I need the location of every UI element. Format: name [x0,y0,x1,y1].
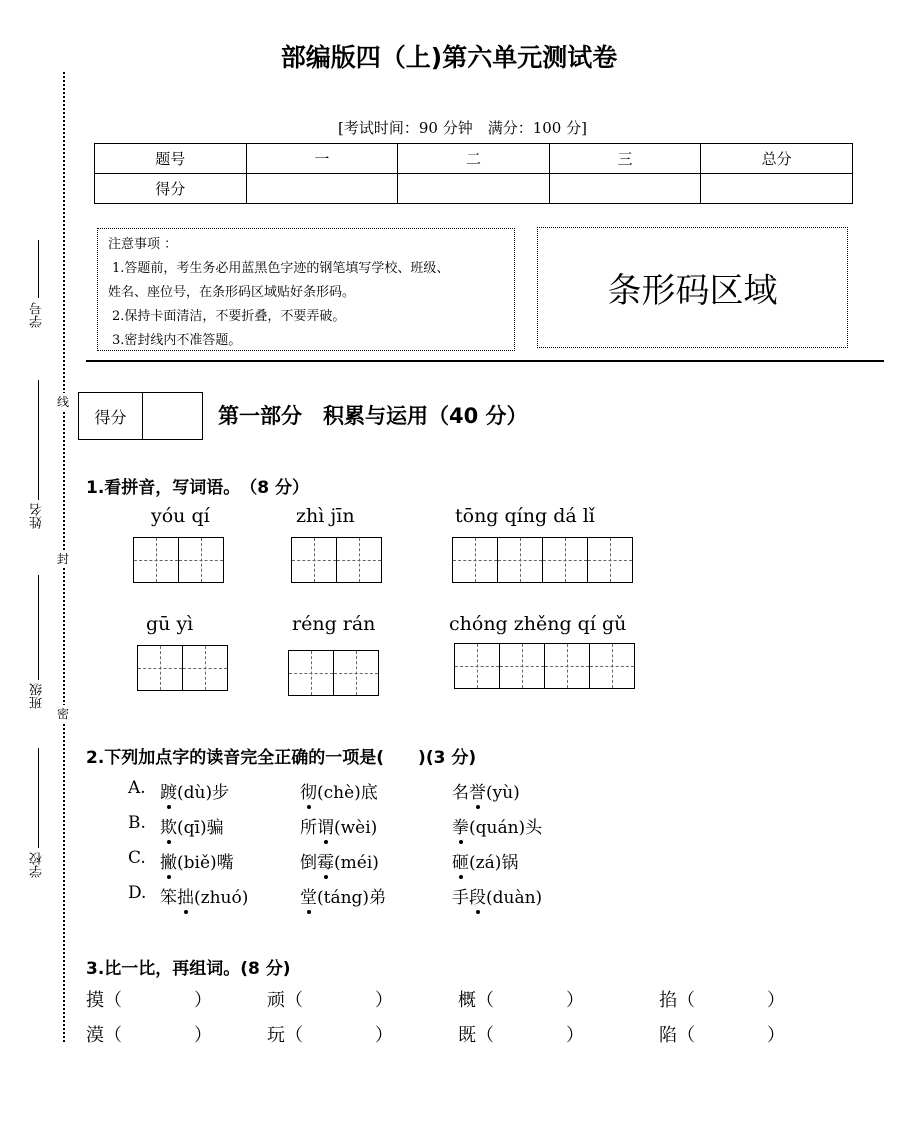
compare-word-field[interactable]: 漠（ ） [86,1025,212,1046]
option-item[interactable]: 笨拙(zhuó) [160,888,249,908]
compare-word-field[interactable]: 既（ ） [458,1025,584,1046]
score-cell[interactable] [246,174,398,204]
option-item[interactable]: 手段(duàn) [452,888,543,908]
compare-word-field[interactable]: 玩（ ） [267,1025,393,1046]
table-row [95,174,853,204]
grid-cell[interactable] [499,643,545,689]
writing-grid[interactable] [137,645,228,691]
side-label-school: 学校 [30,852,45,878]
grid-cell[interactable] [589,643,635,689]
option-letter: A. [128,778,146,798]
writing-grid[interactable] [133,537,224,583]
grid-cell[interactable] [542,537,588,583]
id-line [38,240,39,298]
class-line [38,575,39,680]
option-item[interactable]: 所谓(wèi) [300,818,378,838]
table-row [95,144,853,174]
grid-cell[interactable] [137,645,183,691]
grid-cell[interactable] [587,537,633,583]
pinyin-label: yóu qí [151,505,210,527]
seal-char: 封 [57,552,70,566]
option-item[interactable]: 拳(quán)头 [452,818,543,838]
score-cell[interactable] [398,174,550,204]
grid-cell[interactable] [178,537,224,583]
option-item[interactable]: 踱(dù)步 [160,783,230,803]
grid-cell[interactable] [497,537,543,583]
option-item[interactable]: 堂(táng)弟 [300,888,387,908]
option-letter: C. [128,848,146,868]
exam-info: [考试时间：90 分钟 满分：100 分] [338,119,587,137]
score-table [94,143,853,204]
compare-word-field[interactable]: 摸（ ） [86,990,212,1011]
grid-cell[interactable] [452,537,498,583]
pinyin-label: gū yì [146,613,194,635]
part1-title: 第一部分 积累与运用（40 分） [218,404,528,428]
writing-grid[interactable] [291,537,382,583]
writing-grid[interactable] [452,537,633,583]
question-3-title: 3.比一比，再组词。(8 分) [86,959,291,979]
notice-item: 3.密封线内不准答题。 [112,333,242,348]
option-item[interactable]: 欺(qī)骗 [160,818,224,838]
compare-word-field[interactable]: 概（ ） [458,990,584,1011]
option-letter: B. [128,813,146,833]
table-header-cell: 一 [246,144,398,174]
compare-word-field[interactable]: 掐（ ） [659,990,785,1011]
score-cell[interactable] [549,174,701,204]
option-item[interactable]: 倒霉(méi) [300,853,379,873]
side-label-name: 姓名 [30,503,45,529]
question-2-title: 2.下列加点字的读音完全正确的一项是( )(3 分) [86,748,477,768]
name-line [38,380,39,500]
option-item[interactable]: 砸(zá)锅 [452,853,519,873]
option-item[interactable]: 名誉(yù) [452,783,520,803]
pinyin-label: chóng zhěng qí gǔ [449,613,627,635]
side-label-id: 学号 [30,302,45,328]
notice-item: 姓名、座位号，在条形码区域贴好条形码。 [108,285,356,300]
grid-cell[interactable] [544,643,590,689]
school-line [38,748,39,848]
table-row-label: 得分 [95,174,247,204]
grid-cell[interactable] [333,650,379,696]
header-divider [86,360,884,362]
seal-char: 密 [57,707,70,721]
table-header-cell: 二 [398,144,550,174]
pinyin-label: réng rán [292,613,376,635]
table-header-cell: 三 [549,144,701,174]
score-box-input[interactable] [143,393,202,439]
compare-word-field[interactable]: 陷（ ） [659,1025,785,1046]
notice-heading: 注意事项 ： [108,237,178,252]
pinyin-label: tōng qíng dá lǐ [455,505,595,527]
score-box-label: 得分 [79,393,143,439]
writing-grid[interactable] [454,643,635,689]
grid-cell[interactable] [454,643,500,689]
grid-cell[interactable] [182,645,228,691]
option-letter: D. [128,883,147,903]
grid-cell[interactable] [336,537,382,583]
notice-box [97,228,515,351]
score-cell[interactable] [701,174,853,204]
notice-item: 1.答题前，考生务必用蓝黑色字迹的钢笔填写学校、班级、 [112,261,450,276]
table-header-cell: 题号 [95,144,247,174]
table-header-cell: 总分 [701,144,853,174]
option-item[interactable]: 撇(biě)嘴 [160,853,234,873]
side-label-class: 班级 [30,683,45,709]
barcode-area [537,227,848,348]
writing-grid[interactable] [288,650,379,696]
grid-cell[interactable] [133,537,179,583]
barcode-label: 条形码区域 [607,271,778,311]
question-1-title: 1.看拼音，写词语。 （8 分） [86,478,310,498]
part-score-box [78,392,203,440]
option-item[interactable]: 彻(chè)底 [300,783,378,803]
seal-char: 线 [57,395,70,409]
grid-cell[interactable] [288,650,334,696]
pinyin-label: zhì jīn [296,505,355,527]
page-title: 部编版四（上)第六单元测试卷 [280,43,618,72]
grid-cell[interactable] [291,537,337,583]
notice-item: 2.保持卡面清洁，不要折叠，不要弄破。 [112,309,346,324]
compare-word-field[interactable]: 顽（ ） [267,990,393,1011]
